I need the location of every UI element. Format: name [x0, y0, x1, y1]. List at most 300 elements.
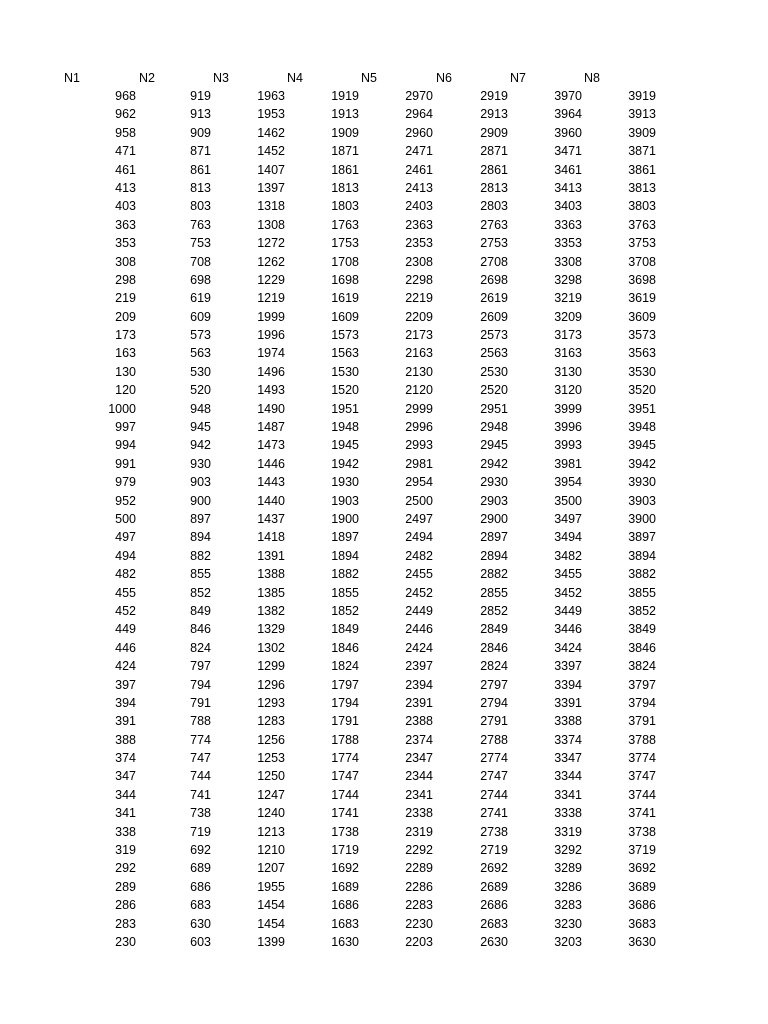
table-cell: 1747 — [331, 769, 359, 784]
table-cell: 3954 — [554, 475, 582, 490]
table-cell: 1299 — [257, 659, 285, 674]
table-cell: 3173 — [554, 328, 582, 343]
table-cell: 3230 — [554, 916, 582, 931]
table-cell: 363 — [115, 217, 136, 232]
table-cell: 1774 — [331, 751, 359, 766]
table-cell: 1930 — [331, 475, 359, 490]
table-cell: 994 — [115, 438, 136, 453]
table-cell: 3319 — [554, 824, 582, 839]
table-cell: 909 — [190, 125, 211, 140]
table-cell: 1919 — [331, 89, 359, 103]
table-cell: 1698 — [331, 272, 359, 287]
table-row — [0, 933, 768, 951]
table-row — [0, 823, 768, 841]
table-cell: 913 — [190, 107, 211, 122]
table-cell: 683 — [190, 898, 211, 913]
table-cell: 500 — [115, 511, 136, 526]
table-cell: 3741 — [628, 806, 656, 821]
table-cell: 1437 — [257, 511, 285, 526]
table-row — [0, 584, 768, 602]
table-cell: 2897 — [480, 530, 508, 545]
table-cell: 1948 — [331, 420, 359, 435]
table-cell: 738 — [190, 806, 211, 821]
table-cell: 1253 — [257, 751, 285, 766]
table-cell: 1913 — [331, 107, 359, 122]
table-cell: 3861 — [628, 162, 656, 177]
table-cell: 2948 — [480, 420, 508, 435]
table-cell: 530 — [190, 364, 211, 379]
table-cell: 1708 — [331, 254, 359, 269]
table-cell: 497 — [115, 530, 136, 545]
table-cell: 689 — [190, 861, 211, 876]
table-cell: 3913 — [628, 107, 656, 122]
table-cell: 1852 — [331, 603, 359, 618]
table-cell: 2455 — [405, 567, 433, 582]
table-cell: 3341 — [554, 787, 582, 802]
table-cell: 3413 — [554, 180, 582, 195]
table-cell: 1210 — [257, 843, 285, 858]
table-cell: 3996 — [554, 420, 582, 435]
table-cell: 2753 — [480, 236, 508, 251]
table-cell: 1763 — [331, 217, 359, 232]
table-row — [0, 841, 768, 859]
table-cell: 1945 — [331, 438, 359, 453]
table-cell: 319 — [115, 843, 136, 858]
table-cell: 2289 — [405, 861, 433, 876]
table-cell: 2403 — [405, 199, 433, 214]
table-cell: 3794 — [628, 695, 656, 710]
table-cell: 2494 — [405, 530, 433, 545]
table-cell: 2344 — [405, 769, 433, 784]
table-cell: 2763 — [480, 217, 508, 232]
table-row — [0, 896, 768, 914]
table-cell: 2219 — [405, 291, 433, 306]
table-row — [0, 418, 768, 436]
table-cell: 2999 — [405, 401, 433, 416]
table-cell: 1573 — [331, 328, 359, 343]
table-cell: 397 — [115, 677, 136, 692]
table-cell: 1900 — [331, 511, 359, 526]
table-cell: 3698 — [628, 272, 656, 287]
table-cell: 3446 — [554, 622, 582, 637]
table-cell: 1951 — [331, 401, 359, 416]
table-row — [0, 142, 768, 160]
table-cell: 3738 — [628, 824, 656, 839]
table-cell: 3951 — [628, 401, 656, 416]
table-cell: 930 — [190, 456, 211, 471]
table-cell: 2630 — [480, 934, 508, 949]
table-cell: 3391 — [554, 695, 582, 710]
table-cell: 1256 — [257, 732, 285, 747]
table-row — [0, 657, 768, 675]
table-cell: 2391 — [405, 695, 433, 710]
table-cell: 3855 — [628, 585, 656, 600]
table-cell: 3960 — [554, 125, 582, 140]
table-cell: 3993 — [554, 438, 582, 453]
table-cell: 991 — [115, 456, 136, 471]
table-cell: 3900 — [628, 511, 656, 526]
table-cell: 3163 — [554, 346, 582, 361]
table-cell: 2482 — [405, 548, 433, 563]
table-cell: 3455 — [554, 567, 582, 582]
table-row — [0, 547, 768, 565]
table-cell: 609 — [190, 309, 211, 324]
table-cell: 2230 — [405, 916, 433, 931]
table-cell: 130 — [115, 364, 136, 379]
table-cell: 3130 — [554, 364, 582, 379]
table-cell: 1296 — [257, 677, 285, 692]
table-cell: 1250 — [257, 769, 285, 784]
table-row — [0, 436, 768, 454]
table-cell: 2619 — [480, 291, 508, 306]
table-cell: 692 — [190, 843, 211, 858]
table-cell: 948 — [190, 401, 211, 416]
table-cell: 338 — [115, 824, 136, 839]
table-cell: 1382 — [257, 603, 285, 618]
table-row — [0, 308, 768, 326]
table-cell: 1849 — [331, 622, 359, 637]
table-row — [0, 344, 768, 362]
table-cell: 1953 — [257, 107, 285, 122]
table-cell: 2964 — [405, 107, 433, 122]
table-cell: 1683 — [331, 916, 359, 931]
table-row — [0, 216, 768, 234]
table-cell: 2449 — [405, 603, 433, 618]
table-cell: 286 — [115, 898, 136, 913]
table-cell: 292 — [115, 861, 136, 876]
column-header-n1: N1 — [64, 71, 80, 85]
table-cell: 2308 — [405, 254, 433, 269]
table-cell: 897 — [190, 511, 211, 526]
table-cell: 1262 — [257, 254, 285, 269]
column-header-n3: N3 — [213, 71, 229, 85]
table-cell: 3846 — [628, 640, 656, 655]
table-cell: 3824 — [628, 659, 656, 674]
table-row — [0, 859, 768, 877]
table-cell: 852 — [190, 585, 211, 600]
table-row — [0, 694, 768, 712]
table-row — [0, 179, 768, 197]
table-cell: 747 — [190, 751, 211, 766]
table-cell: 3397 — [554, 659, 582, 674]
table-cell: 3897 — [628, 530, 656, 545]
table-cell: 3494 — [554, 530, 582, 545]
table-cell: 3286 — [554, 879, 582, 894]
table-cell: 1452 — [257, 144, 285, 159]
table-cell: 2452 — [405, 585, 433, 600]
table-cell: 1846 — [331, 640, 359, 655]
column-header-n5: N5 — [361, 71, 377, 85]
table-cell: 1443 — [257, 475, 285, 490]
spreadsheet — [0, 69, 768, 951]
table-cell: 3774 — [628, 751, 656, 766]
table-cell: 2338 — [405, 806, 433, 821]
table-cell: 3120 — [554, 383, 582, 398]
table-cell: 3788 — [628, 732, 656, 747]
table-cell: 619 — [190, 291, 211, 306]
table-cell: 753 — [190, 236, 211, 251]
table-cell: 846 — [190, 622, 211, 637]
table-cell: 2609 — [480, 309, 508, 324]
table-cell: 3609 — [628, 309, 656, 324]
table-cell: 3894 — [628, 548, 656, 563]
table-cell: 308 — [115, 254, 136, 269]
table-cell: 3308 — [554, 254, 582, 269]
table-cell: 283 — [115, 916, 136, 931]
table-cell: 1692 — [331, 861, 359, 876]
table-cell: 230 — [115, 934, 136, 949]
table-row — [0, 804, 768, 822]
table-cell: 2471 — [405, 144, 433, 159]
table-cell: 3619 — [628, 291, 656, 306]
table-cell: 3919 — [628, 89, 656, 103]
table-cell: 3689 — [628, 879, 656, 894]
table-cell: 1219 — [257, 291, 285, 306]
table-cell: 708 — [190, 254, 211, 269]
table-cell: 3683 — [628, 916, 656, 931]
table-cell: 3964 — [554, 107, 582, 122]
table-cell: 2283 — [405, 898, 433, 913]
table-cell: 3871 — [628, 144, 656, 159]
table-cell: 3942 — [628, 456, 656, 471]
table-cell: 2353 — [405, 236, 433, 251]
table-row — [0, 565, 768, 583]
table-cell: 394 — [115, 695, 136, 710]
column-header-n4: N4 — [287, 71, 303, 85]
table-cell: 2849 — [480, 622, 508, 637]
table-cell: 3981 — [554, 456, 582, 471]
table-cell: 1391 — [257, 548, 285, 563]
table-cell: 2497 — [405, 511, 433, 526]
table-cell: 374 — [115, 751, 136, 766]
table-cell: 1440 — [257, 493, 285, 508]
table-cell: 958 — [115, 125, 136, 140]
table-cell: 803 — [190, 199, 211, 214]
table-row — [0, 749, 768, 767]
table-cell: 3374 — [554, 732, 582, 747]
table-cell: 945 — [190, 420, 211, 435]
table-cell: 1963 — [257, 89, 285, 103]
table-cell: 2741 — [480, 806, 508, 821]
table-cell: 2882 — [480, 567, 508, 582]
table-cell: 3563 — [628, 346, 656, 361]
column-header-n8: N8 — [584, 71, 600, 85]
table-cell: 1462 — [257, 125, 285, 140]
table-row — [0, 197, 768, 215]
table-cell: 1272 — [257, 236, 285, 251]
table-cell: 2394 — [405, 677, 433, 692]
table-cell: 698 — [190, 272, 211, 287]
table-cell: 2993 — [405, 438, 433, 453]
table-cell: 763 — [190, 217, 211, 232]
table-cell: 1942 — [331, 456, 359, 471]
table-cell: 2424 — [405, 640, 433, 655]
table-row — [0, 455, 768, 473]
table-cell: 2930 — [480, 475, 508, 490]
table-cell: 2341 — [405, 787, 433, 802]
table-cell: 1871 — [331, 144, 359, 159]
table-cell: 2363 — [405, 217, 433, 232]
table-cell: 3708 — [628, 254, 656, 269]
table-cell: 1689 — [331, 879, 359, 894]
table-cell: 2446 — [405, 622, 433, 637]
table-cell: 1229 — [257, 272, 285, 287]
table-cell: 3948 — [628, 420, 656, 435]
table-cell: 347 — [115, 769, 136, 784]
table-cell: 1619 — [331, 291, 359, 306]
table-row — [0, 620, 768, 638]
table-cell: 3719 — [628, 843, 656, 858]
table-cell: 3852 — [628, 603, 656, 618]
table-cell: 962 — [115, 107, 136, 122]
table-cell: 1861 — [331, 162, 359, 177]
table-cell: 2861 — [480, 162, 508, 177]
table-cell: 2909 — [480, 125, 508, 140]
table-cell: 2942 — [480, 456, 508, 471]
table-cell: 2970 — [405, 89, 433, 103]
table-cell: 2209 — [405, 309, 433, 324]
table-row — [0, 712, 768, 730]
table-cell: 3882 — [628, 567, 656, 582]
table-cell: 3344 — [554, 769, 582, 784]
table-cell: 1803 — [331, 199, 359, 214]
table-cell: 3298 — [554, 272, 582, 287]
table-cell: 3970 — [554, 89, 582, 103]
table-cell: 2203 — [405, 934, 433, 949]
table-cell: 1000 — [108, 401, 136, 416]
table-cell: 471 — [115, 144, 136, 159]
table-cell: 791 — [190, 695, 211, 710]
table-cell: 1686 — [331, 898, 359, 913]
table-cell: 2797 — [480, 677, 508, 692]
table-cell: 2794 — [480, 695, 508, 710]
table-row — [0, 473, 768, 491]
table-cell: 563 — [190, 346, 211, 361]
table-cell: 3461 — [554, 162, 582, 177]
table-cell: 1813 — [331, 180, 359, 195]
table-cell: 3999 — [554, 401, 582, 416]
column-header-n7: N7 — [510, 71, 526, 85]
table-cell: 1738 — [331, 824, 359, 839]
table-cell: 2824 — [480, 659, 508, 674]
table-cell: 3449 — [554, 603, 582, 618]
table-cell: 1385 — [257, 585, 285, 600]
table-cell: 997 — [115, 420, 136, 435]
table-cell: 1894 — [331, 548, 359, 563]
table-row — [0, 510, 768, 528]
table-row — [0, 786, 768, 804]
table-cell: 1794 — [331, 695, 359, 710]
table-cell: 341 — [115, 806, 136, 821]
table-cell: 2692 — [480, 861, 508, 876]
table-cell: 2173 — [405, 328, 433, 343]
table-cell: 3347 — [554, 751, 582, 766]
table-cell: 3849 — [628, 622, 656, 637]
table-row — [0, 767, 768, 785]
table-row — [0, 87, 768, 105]
table-cell: 1797 — [331, 677, 359, 692]
table-cell: 3452 — [554, 585, 582, 600]
table-cell: 774 — [190, 732, 211, 747]
table-cell: 3903 — [628, 493, 656, 508]
table-cell: 573 — [190, 328, 211, 343]
table-cell: 298 — [115, 272, 136, 287]
table-cell: 1388 — [257, 567, 285, 582]
table-cell: 2747 — [480, 769, 508, 784]
table-cell: 2852 — [480, 603, 508, 618]
table-cell: 824 — [190, 640, 211, 655]
table-row — [0, 381, 768, 399]
table-cell: 520 — [190, 383, 211, 398]
table-cell: 3471 — [554, 144, 582, 159]
table-cell: 289 — [115, 879, 136, 894]
table-cell: 1446 — [257, 456, 285, 471]
table-row — [0, 271, 768, 289]
table-row — [0, 289, 768, 307]
table-cell: 797 — [190, 659, 211, 674]
table-cell: 3497 — [554, 511, 582, 526]
table-cell: 1454 — [257, 916, 285, 931]
table-cell: 2500 — [405, 493, 433, 508]
table-cell: 3744 — [628, 787, 656, 802]
table-cell: 2461 — [405, 162, 433, 177]
table-cell: 3219 — [554, 291, 582, 306]
table-cell: 1719 — [331, 843, 359, 858]
table-cell: 3930 — [628, 475, 656, 490]
table-cell: 2791 — [480, 714, 508, 729]
table-cell: 3353 — [554, 236, 582, 251]
table-cell: 2163 — [405, 346, 433, 361]
table-row — [0, 878, 768, 896]
table-cell: 1293 — [257, 695, 285, 710]
table-cell: 1788 — [331, 732, 359, 747]
table-cell: 2413 — [405, 180, 433, 195]
table-row — [0, 492, 768, 510]
column-header-n6: N6 — [436, 71, 452, 85]
table-cell: 3403 — [554, 199, 582, 214]
table-row — [0, 161, 768, 179]
table-cell: 3797 — [628, 677, 656, 692]
table-cell: 1240 — [257, 806, 285, 821]
table-cell: 1329 — [257, 622, 285, 637]
table-cell: 861 — [190, 162, 211, 177]
table-cell: 3909 — [628, 125, 656, 140]
table-cell: 1753 — [331, 236, 359, 251]
table-cell: 482 — [115, 567, 136, 582]
table-cell: 1397 — [257, 180, 285, 195]
table-cell: 2347 — [405, 751, 433, 766]
table-cell: 882 — [190, 548, 211, 563]
table-cell: 452 — [115, 603, 136, 618]
table-cell: 903 — [190, 475, 211, 490]
table-cell: 2945 — [480, 438, 508, 453]
table-row — [0, 528, 768, 546]
table-cell: 2788 — [480, 732, 508, 747]
table-cell: 1418 — [257, 530, 285, 545]
table-cell: 919 — [190, 89, 211, 103]
table-cell: 855 — [190, 567, 211, 582]
table-cell: 1487 — [257, 420, 285, 435]
table-cell: 3530 — [628, 364, 656, 379]
table-cell: 1407 — [257, 162, 285, 177]
table-cell: 403 — [115, 199, 136, 214]
table-cell: 2951 — [480, 401, 508, 416]
table-cell: 1493 — [257, 383, 285, 398]
table-cell: 455 — [115, 585, 136, 600]
table-cell: 2563 — [480, 346, 508, 361]
table-cell: 1247 — [257, 787, 285, 802]
table-cell: 2813 — [480, 180, 508, 195]
